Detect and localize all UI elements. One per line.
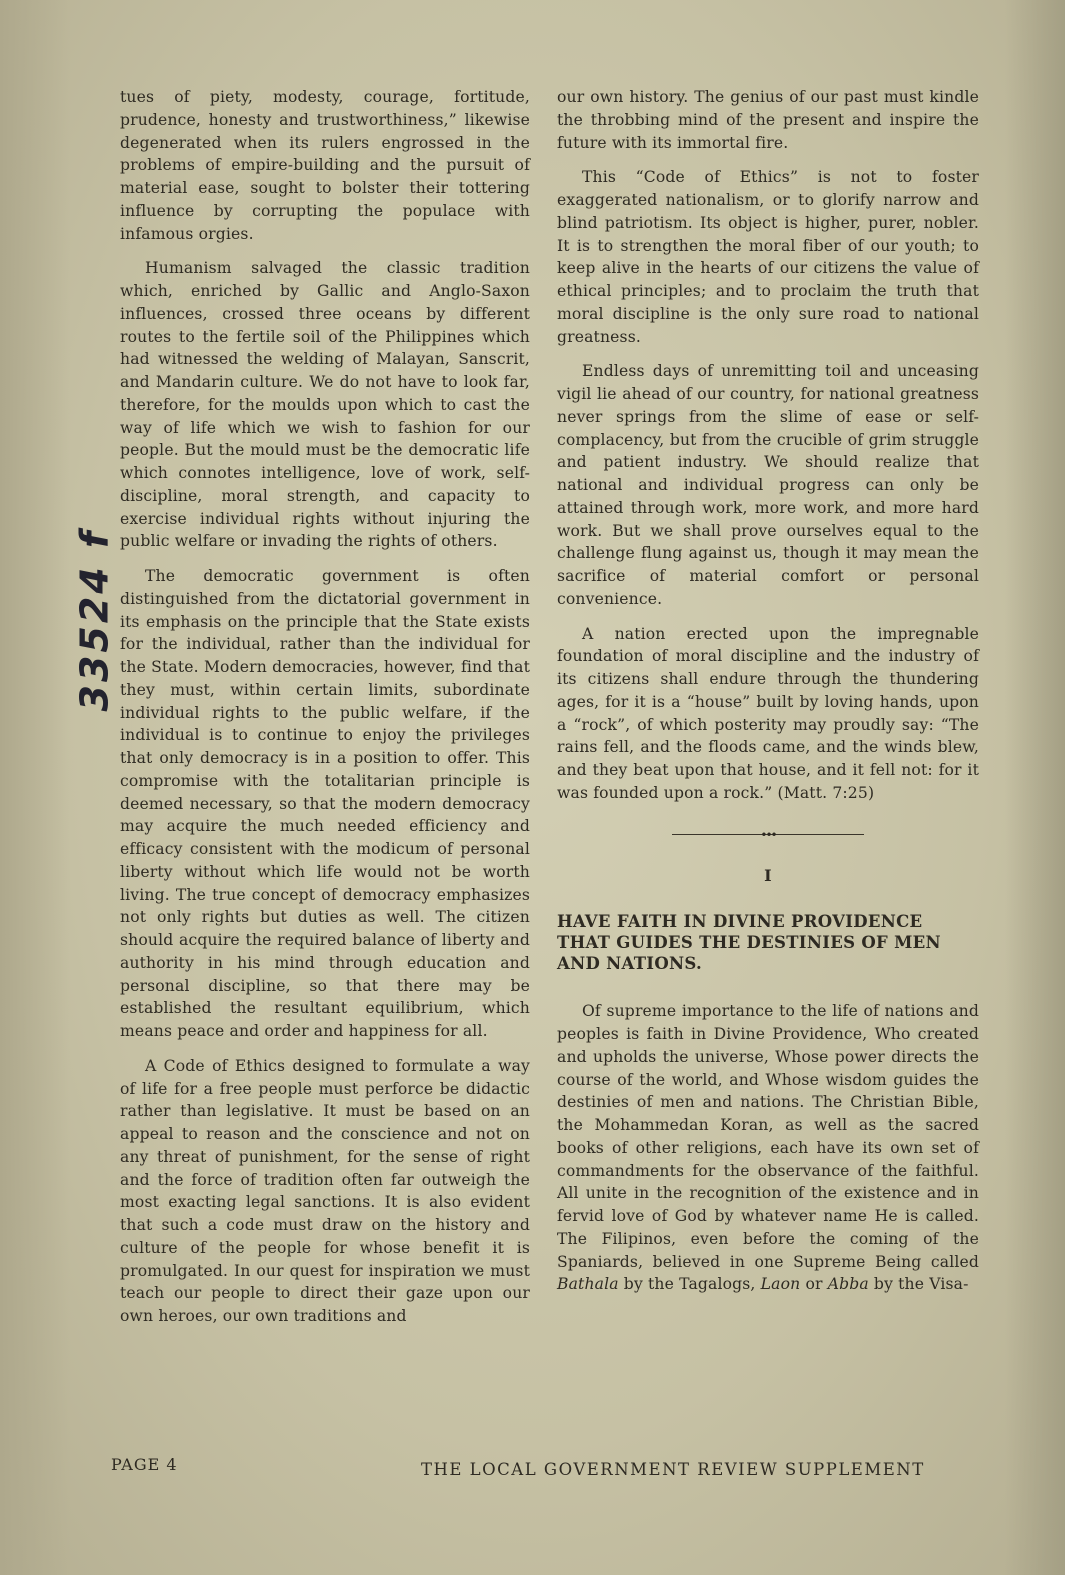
section-number: I [764, 865, 772, 885]
left-paragraph-4: A Code of Ethics designed to formulate a way of life for a free people must perforce be didactic rather than legislative. It must be based on an appeal to reason and the conscience and not on any threat of punishment, for the sense of right and the force of tradition often far outweigh the most exacting legal sanctions. It is also evident that such a code must draw on the history and culture of the people for whose benefit it is promulgated. In our quest for inspiration we must teach our people to direct their gaze upon our own heroes, our own traditions and [120, 1056, 530, 1325]
left-paragraph-1: tues of piety, modesty, courage, fortitude, prudence, honesty and trustworthiness,” likewise degenerated when its rulers engrossed in the problems of empire-building and the pursuit of material ease, sought to bolster their tottering influence by corrupting the populace with infamous orgies. [120, 88, 530, 243]
right-paragraph-1: our own history. The genius of our past must kindle the throbbing mind of the present and inspire the future with its immortal fire. [557, 88, 979, 152]
left-paragraph-3: The democratic government is often distinguished from the dictatorial government in its emphasis on the principle that the State exists for the individual, rather than the individual for the State. Modern democracies, however, find that they must, within certain limits, subordinate individual rights to the public welfare, if the individual is to continue to enjoy the privileges that only democracy is in a position to offer. This compromise with the totalitarian principle is deemed necessary, so that the modern democracy may acquire the much needed efficiency and efficacy consistent with the modicum of personal liberty without which life would not be worth living. The true concept of democracy emphasizes not only rights but duties as well. The citizen should acquire the required balance of liberty and authority in his mind through education and personal discipline, so that there may be established the resultant equilibrium, which means peace and order and happiness for all. [120, 567, 530, 1040]
divider-dots: ••• [760, 827, 776, 842]
right-paragraph-4: A nation erected upon the impregnable foundation of moral discipline and the industry of its citizens shall endure through the thundering ages, for it is a “house” built by loving hands, upon a “rock”, of which posterity may proudly say: “The rains fell, and the floods came, and the winds blew, and they beat upon that house, and it fell not: for it was founded upon a rock.” (Matt. 7:25) [557, 624, 979, 802]
handwritten-number: 33524 f [72, 528, 117, 712]
publication-title: THE LOCAL GOVERNMENT REVIEW SUPPLEMENT [421, 1460, 925, 1479]
p5-text-start: Of supreme importance to the life of nations and peoples is faith in Divine Providence, Who created and upholds the universe, Whose power directs the course of the world, and Whose wisdom guides the destinies of men and nations. The Christian Bible, the Mohammedan Koran, as well as the sacred books of other religions, each have its own set of commandments for the observance of the faithful. All unite in the recognition of the existence and in fervid love of God by whatever name He is called. The Filipinos, even before the coming of the Spaniards, believed in one Supreme Being called [557, 1002, 979, 1271]
term-abba: Abba [827, 1275, 869, 1294]
term-bathala: Bathala [557, 1275, 619, 1294]
right-paragraph-3: Endless days of unremitting toil and unceasing vigil lie ahead of our country, for national greatness never springs from the slime of ease or self-complacency, but from the crucible of grim struggle and patient industry. We should realize that national and individual progress can only be attained through work, more work, and more hard work. But we shall prove ourselves equal to the challenge flung against us, though it may mean the sacrifice of material comfort or personal convenience. [557, 362, 979, 608]
page-edge-right [1005, 0, 1065, 1575]
left-column [120, 86, 530, 1340]
left-paragraph-2: Humanism salvaged the classic tradition which, enriched by Gallic and Anglo-Saxon influences, crossed three oceans by different routes to the fertile soil of the Philippines which had witnessed the welding of Malayan, Sanscrit, and Mandarin culture. We do not have to look far, therefore, for the moulds upon which to cast the way of life which we wish to fashion for our people. But the mould must be the democratic life which connotes intelligence, love of work, self-discipline, moral strength, and capacity to exercise individual rights without injuring the public welfare or invading the rights of others. [120, 259, 530, 551]
right-paragraph-5 [557, 1000, 979, 1296]
right-paragraph-2: This “Code of Ethics” is not to foster exaggerated nationalism, or to glorify narrow and blind patriotism. Its object is higher, purer, nobler. It is to strengthen the moral fiber of our youth; to keep alive in the hearts of our citizens the value of ethical principles; and to proclaim the truth that moral discipline is the only sure road to national greatness. [557, 168, 979, 346]
page-edge-left [0, 0, 70, 1575]
section-heading: HAVE FAITH IN DIVINE PROVIDENCE THAT GUIDES THE DESTINIES OF MEN AND NATIONS. [557, 912, 941, 974]
p5-text-mid2: or [800, 1275, 828, 1294]
p5-text-mid1: by the Tagalogs, [618, 1275, 761, 1294]
right-column [557, 86, 979, 1308]
section-divider-ornament [672, 829, 864, 841]
term-laon: Laon [760, 1275, 801, 1294]
p5-text-end: by the Visa- [868, 1275, 969, 1294]
page-number: PAGE 4 [111, 1455, 178, 1474]
